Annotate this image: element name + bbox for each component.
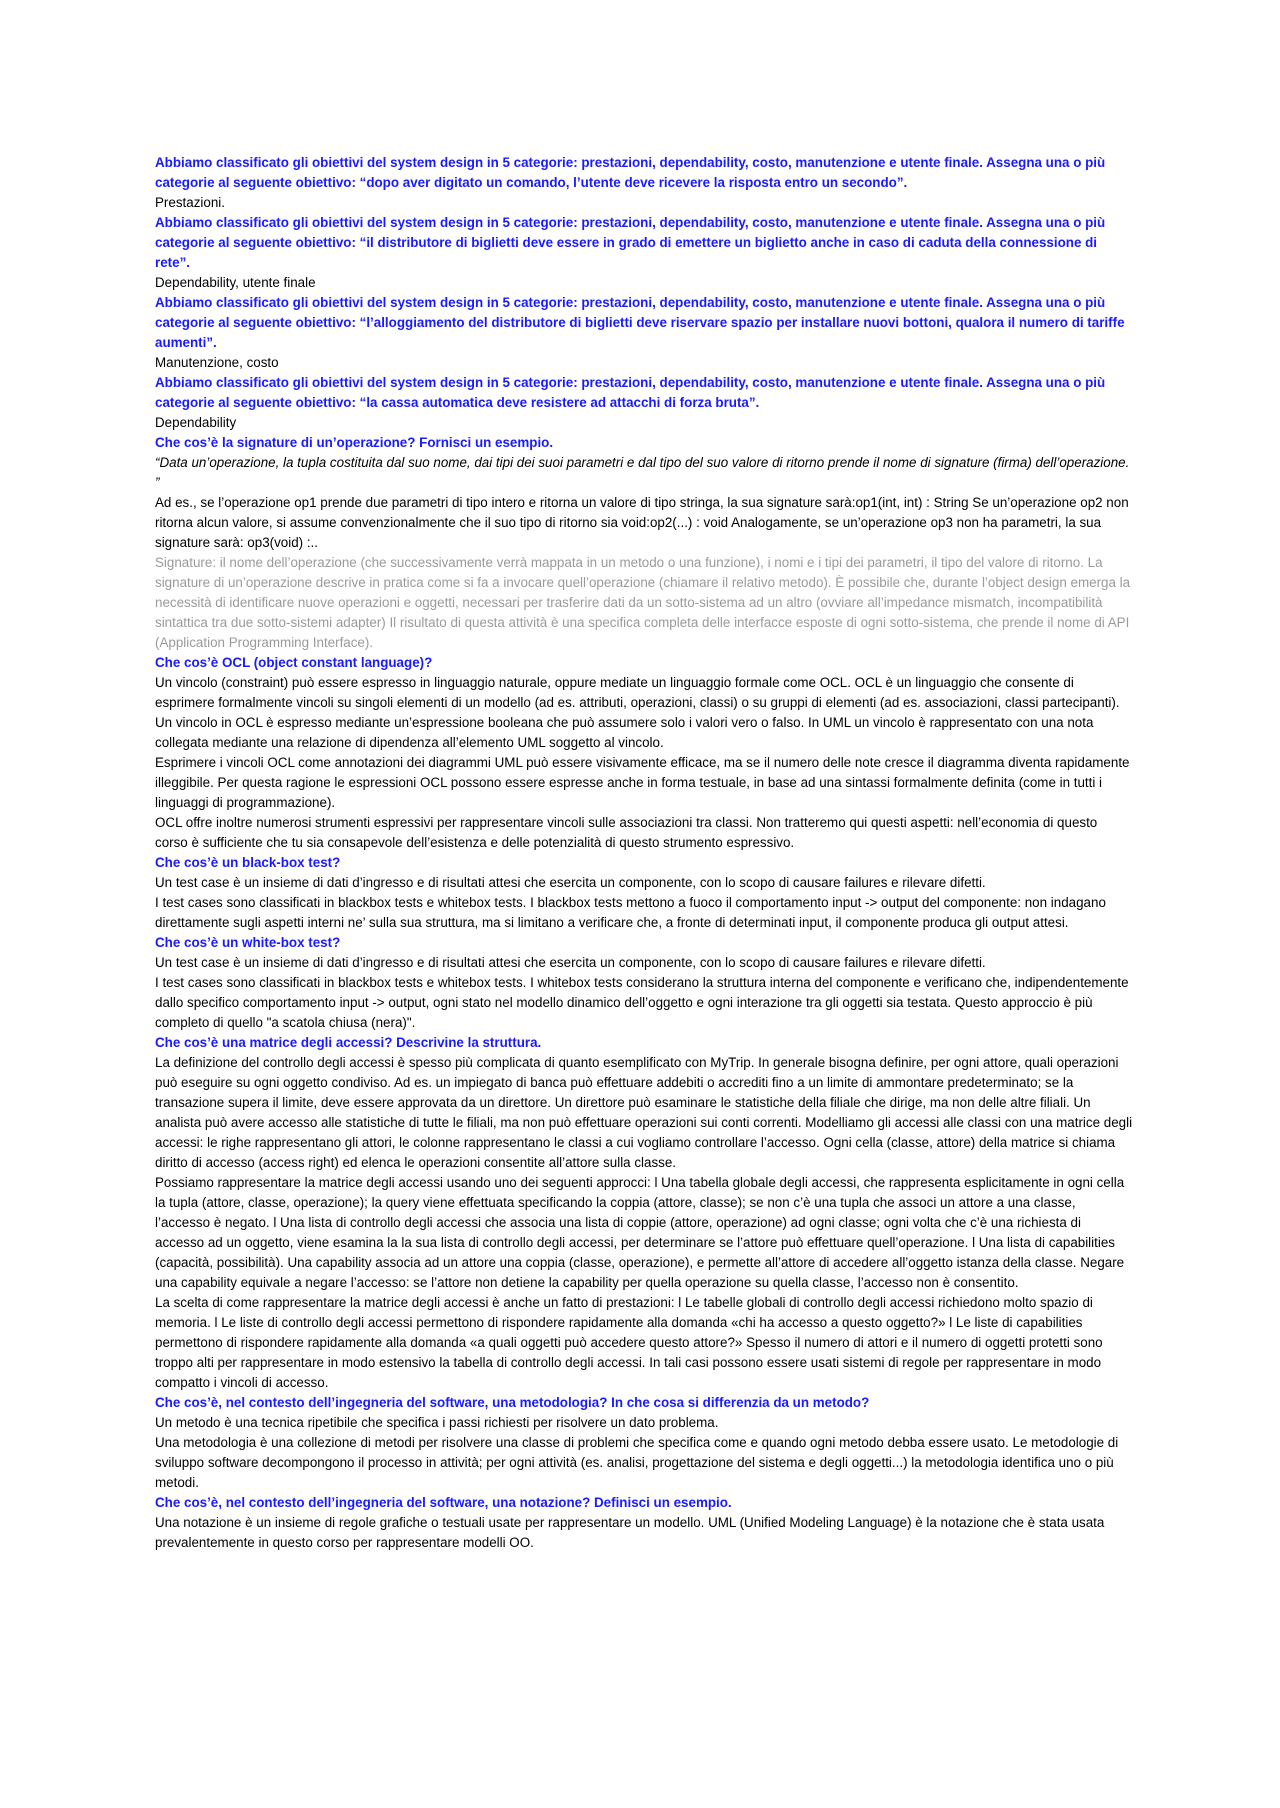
definition-quote: “Data un’operazione, la tupla costituita dal suo nome, dai tipi dei suoi parametri e dal tipo del suo valore di ritorno prende il nome di signature (firma) dell’operazione. ” <box>155 455 1130 490</box>
answer-text: La definizione del controllo degli accessi è spesso più complicata di quanto esemplificato con MyTrip. In generale bisogna definire, per ogni attore, quali operazioni può eseguire su ogni oggetto condiviso. Ad es. un impiegato di banca può effettuare addebiti o accrediti fino a un limite di ammontare predeterminato; se la transazione supera il limite, deve essere approvata da un direttore. Un direttore può esaminare le statistiche della filiale che dirige, ma non delle altre filiali. Un analista può avere accesso alle statistiche di tutte le filiali, ma non può effettuare operazioni sui conti correnti. Modelliamo gli accessi alle classi con una matrice degli accessi: le righe rappresentano gli attori, le colonne rappresentano le classi a cui vogliamo controllare l’accesso. Ogni cella (classe, attore) della matrice si chiama diritto di accesso (access right) ed elenca le operazioni consentite all’attore sulla classe. <box>155 1055 1133 1170</box>
document-page <box>155 153 1133 1553</box>
answer-text: La scelta di come rappresentare la matrice degli accessi è anche un fatto di prestazioni: l Le tabelle globali di controllo degli accessi richiedono molto spazio di memoria. l Le liste di controllo degli accessi permettono di rispondere rapidamente alla domanda «chi ha accesso a questo oggetto?» l Le liste di capabilities permettono di rispondere rapidamente alla domanda «a quali oggetti può accedere questo attore?» Spesso il numero di attori e il numero di oggetti protetti sono troppo alti per rappresentare in modo estensivo la tabella di controllo degli accessi. In tali casi possono essere usati sistemi di regole per rappresentare in modo compatto i vincoli di accesso. <box>155 1295 1103 1390</box>
answer-text: Possiamo rappresentare la matrice degli accessi usando uno dei seguenti approcci: l Una tabella globale degli accessi, che rappresenta esplicitamente in ogni cella la tupla (attore, classe, operazione); la query viene effettuata specificando la coppia (attore, classe); se non c’è una tupla che associ un attore a una classe, l’accesso è negato. l Una lista di controllo degli accessi che associa una lista di coppie (attore, operazione) ad ogni classe; ogni volta che c’è una richiesta di accesso ad un oggetto, viene esamina la la sua lista di controllo degli accessi, per determinare se l’attore può effettuare quell’operazione. l Una lista di capabilities (capacità, possibilità). Una capability associa ad un attore una coppia (classe, operazione), e permette all’attore di accedere all’oggetto istanza della classe. Negare una capability equivale a negare l’accesso: se l’attore non detiene la capability per quella operazione su quella classe, l’accesso non è consentito. <box>155 1175 1125 1290</box>
question-heading: Abbiamo classificato gli obiettivi del system design in 5 categorie: prestazioni, dependability, costo, manutenzione e utente finale. Assegna una o più categorie al seguente obiettivo: “il distributore di biglietti deve essere in grado di emettere un biglietto anche in caso di caduta della connessione di rete”. <box>155 215 1106 270</box>
question-heading: Che cos’è, nel contesto dell’ingegneria del software, una notazione? Definisci un esempio. <box>155 1495 732 1510</box>
answer-text: Prestazioni. <box>155 195 225 210</box>
muted-note: Signature: il nome dell’operazione (che successivamente verrà mappata in un metodo o una funzione), i nomi e i tipi dei parametri, il tipo del valore di ritorno. La signature di un’operazione descrive in pratica come si fa a invocare quell’operazione (chiamare il relativo metodo). È possibile che, durante l’object design emerga la necessità di identificare nuove operazioni e oggetti, necessari per trasferire dati da un sotto-sistema ad un altro (ovviare all’impedance mismatch, incompatibilità sintattica tra due sotto-sistemi adapter) Il risultato di questa attività è una specifica completa delle interfacce esposte di ogni sotto-sistema, che prende il nome di API (Application Programming Interface). <box>155 555 1131 650</box>
question-heading: Che cos’è una matrice degli accessi? Descrivine la struttura. <box>155 1035 542 1050</box>
answer-text: Un test case è un insieme di dati d’ingresso e di risultati attesi che esercita un componente, con lo scopo di causare failures e rilevare difetti. <box>155 875 986 890</box>
question-heading: Che cos’è, nel contesto dell’ingegneria del software, una metodologia? In che cosa si differenzia da un metodo? <box>155 1395 870 1410</box>
answer-text: Dependability, utente finale <box>155 275 316 290</box>
question-heading: Che cos’è OCL (object constant language)? <box>155 655 433 670</box>
answer-text: Un test case è un insieme di dati d’ingresso e di risultati attesi che esercita un componente, con lo scopo di causare failures e rilevare difetti. <box>155 955 986 970</box>
answer-text: I test cases sono classificati in blackbox tests e whitebox tests. I blackbox tests mettono a fuoco il comportamento input -> output del componente: non indagano direttamente sugli aspetti interni ne’ sulla sua struttura, ma si limitano a verificare che, a fronte di determinati input, il componente produca gli output attesi. <box>155 895 1106 930</box>
question-heading: Che cos’è un white-box test? <box>155 935 341 950</box>
answer-text: Una notazione è un insieme di regole grafiche o testuali usate per rappresentare un modello. UML (Unified Modeling Language) è la notazione che è stata usata prevalentemente in questo corso per rappresentare modelli OO. <box>155 1515 1105 1550</box>
question-heading: Che cos’è un black-box test? <box>155 855 341 870</box>
answer-text: Manutenzione, costo <box>155 355 279 370</box>
answer-text: Ad es., se l’operazione op1 prende due parametri di tipo intero e ritorna un valore di tipo stringa, la sua signature sarà:op1(int, int) : String Se un’operazione op2 non ritorna alcun valore, si assume convenzionalmente che il suo tipo di ritorno sia void:op2(...) : void Analogamente, se un’operazione op3 non ha parametri, la sua signature sarà: op3(void) :.. <box>155 495 1129 550</box>
answer-text: Dependability <box>155 415 237 430</box>
answer-text: I test cases sono classificati in blackbox tests e whitebox tests. I whitebox tests considerano la struttura interna del componente e verificano che, indipendentemente dallo specifico comportamento input -> output, ogni stato nel modello dinamico dell’oggetto e ogni interazione tra gli oggetti sia testata. Questo approccio è più completo di quello "a scatola chiusa (nera)". <box>155 975 1129 1030</box>
question-heading: Abbiamo classificato gli obiettivi del system design in 5 categorie: prestazioni, dependability, costo, manutenzione e utente finale. Assegna una o più categorie al seguente obiettivo: “dopo aver digitato un comando, l’utente deve ricevere la risposta entro un secondo”. <box>155 155 1106 190</box>
answer-text: Esprimere i vincoli OCL come annotazioni dei diagrammi UML può essere visivamente efficace, ma se il numero delle note cresce il diagramma diventa rapidamente illeggibile. Per questa ragione le espressioni OCL possono essere espresse anche in forma testuale, in base ad una sintassi formalmente definita (come in tutti i linguaggi di programmazione). <box>155 755 1130 810</box>
answer-text: Un metodo è una tecnica ripetibile che specifica i passi richiesti per risolvere un dato problema. <box>155 1415 719 1430</box>
answer-text: Un vincolo (constraint) può essere espresso in linguaggio naturale, oppure mediate un linguaggio formale come OCL. OCL è un linguaggio che consente di esprimere formalmente vincoli su singoli elementi di un modello (ad es. attributi, operazioni, classi) o su gruppi di elementi (ad es. associazioni, classi partecipanti). Un vincolo in OCL è espresso mediante un’espressione booleana che può assumere solo i valori vero o falso. In UML un vincolo è rappresentato con una nota collegata mediante una relazione di dipendenza all’elemento UML soggetto al vincolo. <box>155 675 1120 750</box>
answer-text: Una metodologia è una collezione di metodi per risolvere una classe di problemi che specifica come e quando ogni metodo debba essere usato. Le metodologie di sviluppo software decompongono il processo in attività; per ogni attività (es. analisi, progettazione del sistema e degli oggetti...) la metodologia identifica uno o più metodi. <box>155 1435 1119 1490</box>
answer-text: OCL offre inoltre numerosi strumenti espressivi per rappresentare vincoli sulle associazioni tra classi. Non tratteremo qui questi aspetti: nell’economia di questo corso è sufficiente che tu sia consapevole dell’esistenza e delle potenzialità di questo strumento espressivo. <box>155 815 1098 850</box>
question-heading: Abbiamo classificato gli obiettivi del system design in 5 categorie: prestazioni, dependability, costo, manutenzione e utente finale. Assegna una o più categorie al seguente obiettivo: “la cassa automatica deve resistere ad attacchi di forza bruta”. <box>155 375 1106 410</box>
question-heading: Che cos’è la signature di un’operazione? Fornisci un esempio. <box>155 435 554 450</box>
question-heading: Abbiamo classificato gli obiettivi del system design in 5 categorie: prestazioni, dependability, costo, manutenzione e utente finale. Assegna una o più categorie al seguente obiettivo: “l’alloggiamento del distributore di biglietti deve riservare spazio per installare nuovi bottoni, qualora il numero di tariffe aumenti”. <box>155 295 1125 350</box>
